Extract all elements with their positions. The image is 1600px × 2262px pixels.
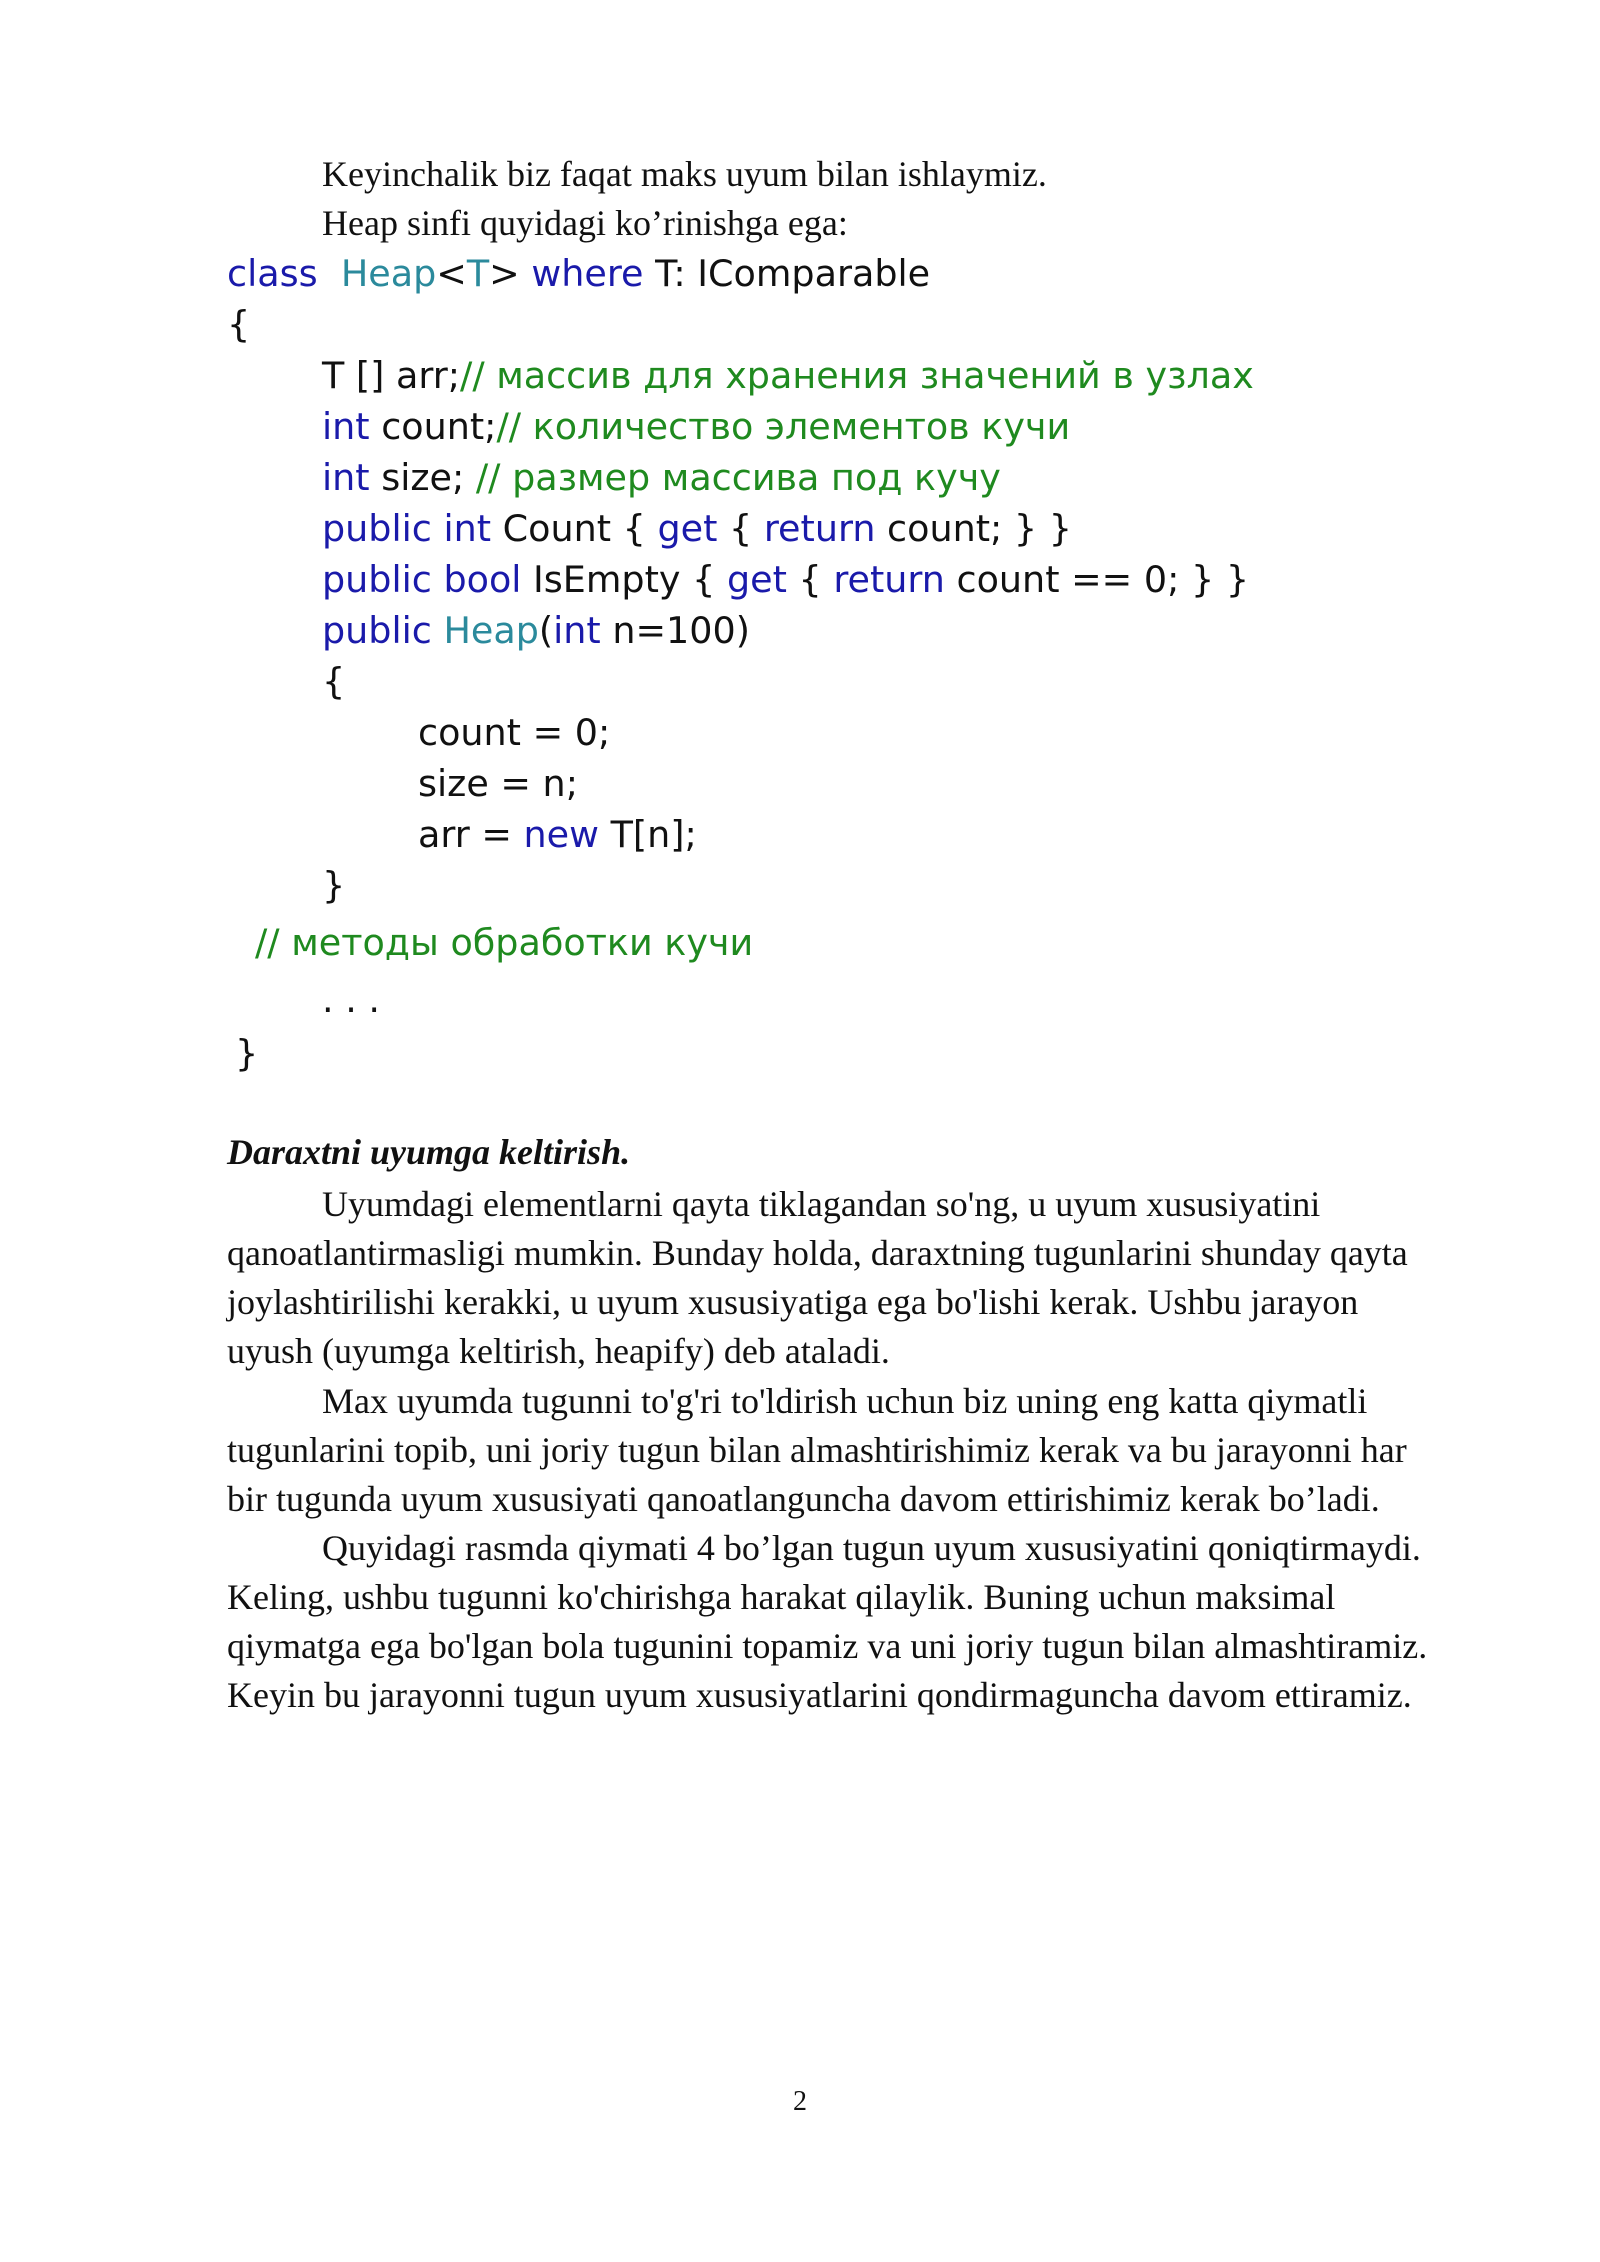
code-comment: // массив для хранения значений в узлах [460, 354, 1254, 397]
code-type: Heap [443, 609, 539, 652]
code-text: count; [369, 405, 497, 448]
paragraph-1-line-3: joylashtirilishi kerakki, u uyum xususiyatiga ega bo'lishi kerak. Ushbu jarayon [227, 1282, 1359, 1322]
paragraph-3-line-3: qiymatga ega bo'lgan bola tugunini topamiz va uni joriy tugun bilan almashtiramiz. [227, 1626, 1428, 1666]
code-text: > [489, 252, 520, 295]
section-heading: Daraxtni uyumga keltirish. [227, 1132, 631, 1172]
code-line-constructor [322, 609, 750, 653]
code-line-count-init: count = 0; [418, 711, 611, 754]
code-line-methods-comment [255, 921, 753, 965]
code-text: n=100) [600, 609, 750, 652]
code-keyword: get [657, 507, 718, 550]
paragraph-2-line-1: Max uyumda tugunni to'g'ri to'ldirish uchun biz uning eng katta qiymatli [322, 1381, 1368, 1421]
code-keyword: return [763, 507, 876, 550]
code-text: size; [369, 456, 476, 499]
code-line-count-prop [322, 507, 1072, 551]
code-text: IsEmpty { [521, 558, 727, 601]
paragraph-3-line-1: Quyidagi rasmda qiymati 4 bo’lgan tugun uyum xususiyatini qoniqtirmaydi. [322, 1528, 1421, 1568]
intro-line-2: Heap sinfi quyidagi ko’rinishga ega: [322, 203, 848, 243]
code-keyword: get [726, 558, 787, 601]
paragraph-2-line-3: bir tugunda uyum xususiyati qanoatlanguncha davom ettirishimiz kerak bo’ladi. [227, 1479, 1380, 1519]
code-text: count == 0; } } [944, 558, 1250, 601]
code-line-count [322, 405, 1070, 449]
code-comment: // размер массива под кучу [475, 456, 1001, 499]
code-line-class-close: } [235, 1032, 259, 1075]
code-text: T: IComparable [643, 252, 931, 295]
paragraph-1-line-2: qanoatlantirmasligi mumkin. Bunday holda, daraxtning tugunlarini shunday qayta [227, 1233, 1408, 1273]
code-keyword: int [553, 609, 601, 652]
code-keyword: public [322, 609, 432, 652]
code-keyword: class [227, 252, 318, 295]
code-line-isempty-prop [322, 558, 1249, 602]
code-keyword: public [322, 507, 432, 550]
code-line-ellipsis: . . . [322, 978, 381, 1021]
code-keyword: return [833, 558, 945, 601]
code-keyword: where [531, 252, 644, 295]
code-line-size-init: size = n; [418, 762, 578, 805]
page-number: 2 [793, 2086, 807, 2117]
code-keyword: new [523, 813, 599, 856]
code-type: T [466, 252, 490, 295]
code-line-class-decl [227, 252, 930, 296]
code-text: Count { [491, 507, 658, 550]
code-keyword: public [322, 558, 432, 601]
code-text: arr = [418, 813, 524, 856]
code-line-ctor-close: } [322, 864, 346, 907]
code-type: Heap [340, 252, 437, 295]
paragraph-1-line-4: uyush (uyumga keltirish, heapify) deb ataladi. [227, 1331, 890, 1371]
paragraph-2-line-2: tugunlarini topib, uni joriy tugun bilan almashtirishimiz kerak va bu jarayonni har [227, 1430, 1407, 1470]
code-text: { [717, 507, 764, 550]
paragraph-3-line-2: Keling, ushbu tugunni ko'chirishga harakat qilaylik. Buning uchun maksimal [227, 1577, 1336, 1617]
code-keyword: int [322, 456, 370, 499]
code-text: T [] arr; [322, 354, 461, 397]
paragraph-1-line-1: Uyumdagi elementlarni qayta tiklagandan so'ng, u uyum xususiyatini [322, 1184, 1321, 1224]
code-keyword: int [443, 507, 492, 550]
code-text: T[n]; [598, 813, 697, 856]
code-keyword: int [322, 405, 370, 448]
code-line-ctor-open: { [322, 660, 346, 703]
code-text: count; } } [875, 507, 1072, 550]
code-line-arr [322, 354, 1254, 398]
code-comment: // количество элементов кучи [496, 405, 1071, 448]
intro-line-1: Keyinchalik biz faqat maks uyum bilan ishlaymiz. [322, 154, 1047, 194]
code-line-open-brace: { [227, 303, 251, 346]
code-comment: // методы обработки кучи [255, 921, 754, 964]
code-text: ( [538, 609, 554, 652]
code-line-size [322, 456, 1001, 500]
code-text: { [786, 558, 834, 601]
code-line-arr-init [418, 813, 697, 857]
code-keyword: bool [443, 558, 522, 601]
code-text: < [436, 252, 467, 295]
paragraph-3-line-4: Keyin bu jarayonni tugun uyum xususiyatlarini qondirmaguncha davom ettiramiz. [227, 1675, 1412, 1715]
